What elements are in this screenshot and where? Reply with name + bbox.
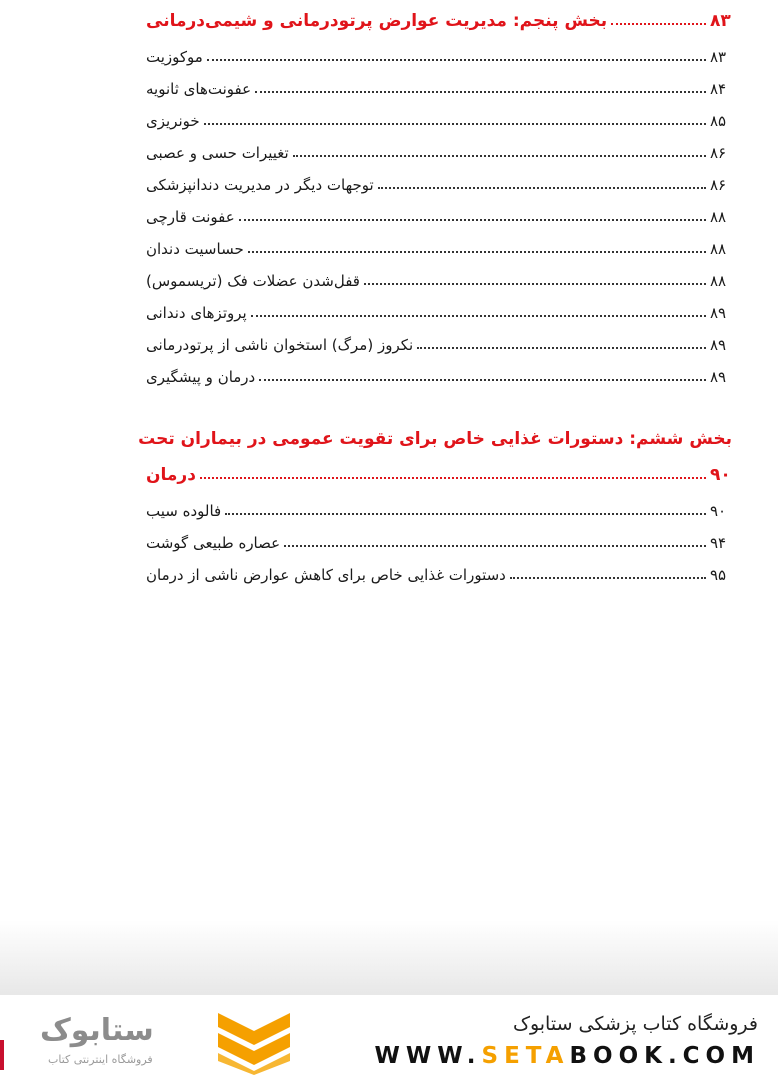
dot-leader bbox=[293, 155, 706, 157]
toc-entry[interactable] bbox=[142, 230, 732, 260]
page-number: ۸۹ bbox=[710, 368, 727, 386]
entry-title: پروتزهای دندانی bbox=[146, 304, 247, 322]
toc-entry[interactable] bbox=[142, 326, 732, 356]
dot-leader bbox=[251, 315, 706, 317]
dot-leader bbox=[259, 379, 706, 381]
chevron-logo-icon bbox=[212, 1009, 296, 1075]
logo-subtitle: فروشگاه اینترنتی کتاب bbox=[48, 1053, 153, 1066]
page-number: ۸۹ bbox=[710, 336, 727, 354]
entry-title: فالوده سیب bbox=[146, 502, 222, 520]
toc-entry[interactable] bbox=[142, 358, 732, 388]
entry-title: خونریزی bbox=[146, 112, 200, 130]
page-number: ۹۴ bbox=[710, 534, 727, 552]
toc-entry[interactable] bbox=[142, 102, 732, 132]
url-prefix: WWW. bbox=[374, 1043, 482, 1069]
entry-title: نکروز (مرگ) استخوان ناشی از پرتودرمانی bbox=[146, 336, 414, 354]
toc-entry[interactable] bbox=[142, 492, 732, 522]
page-number: ۸۳ bbox=[710, 11, 731, 31]
toc-entry[interactable] bbox=[142, 556, 732, 586]
dot-leader bbox=[204, 123, 706, 125]
dot-leader bbox=[200, 477, 706, 479]
page-number: ۹۰ bbox=[710, 502, 727, 520]
toc-entry[interactable] bbox=[142, 166, 732, 196]
entry-title: تغییرات حسی و عصبی bbox=[146, 144, 289, 162]
toc-section-6-heading[interactable]: بخش ششم: دستورات غذایی خاص برای تقویت عمومی در بیماران تحت bbox=[138, 429, 732, 449]
page-number: ۸۶ bbox=[710, 144, 727, 162]
entry-title: دستورات غذایی خاص برای کاهش عوارض ناشی از درمان bbox=[146, 566, 506, 584]
section-title: بخش پنجم: مدیریت عوارض پرتودرمانی و شیمی‌درمانی bbox=[146, 11, 608, 31]
toc-entry[interactable] bbox=[142, 294, 732, 324]
entry-title: موکوزیت bbox=[146, 48, 203, 66]
page-number: ۹۵ bbox=[710, 566, 727, 584]
red-edge-mark bbox=[0, 1040, 4, 1070]
page-number: ۸۸ bbox=[710, 272, 727, 290]
entry-title: توجهات دیگر در مدیریت دندانپزشکی bbox=[146, 176, 374, 194]
page-number: ۹۰ bbox=[710, 465, 731, 485]
entry-title: حساسیت دندان bbox=[146, 240, 244, 258]
dot-leader bbox=[611, 23, 706, 25]
dot-leader bbox=[510, 577, 706, 579]
page-number: ۸۵ bbox=[710, 112, 727, 130]
toc-section-6-heading-continued[interactable] bbox=[142, 456, 732, 486]
toc-entry[interactable] bbox=[142, 262, 732, 292]
page-number: ۸۴ bbox=[710, 80, 727, 98]
dot-leader bbox=[284, 545, 706, 547]
page-number: ۸۹ bbox=[710, 304, 727, 322]
entry-title: عصاره طبیعی گوشت bbox=[146, 534, 281, 552]
section-title: درمان bbox=[146, 465, 196, 485]
entry-title: درمان و پیشگیری bbox=[146, 368, 256, 386]
footer-shadow bbox=[0, 920, 778, 1000]
page-number: ۸۶ bbox=[710, 176, 727, 194]
dot-leader bbox=[364, 283, 706, 285]
entry-title: قفل‌شدن عضلات فک (تریسموس) bbox=[146, 272, 360, 290]
entry-title: عفونت‌های ثانویه bbox=[146, 80, 252, 98]
store-name: فروشگاه کتاب پزشکی ستابوک bbox=[512, 1013, 758, 1035]
toc-entry[interactable] bbox=[142, 134, 732, 164]
dot-leader bbox=[239, 219, 706, 221]
toc-entry[interactable] bbox=[142, 70, 732, 100]
dot-leader bbox=[378, 187, 706, 189]
dot-leader bbox=[255, 91, 706, 93]
toc-entry[interactable] bbox=[142, 38, 732, 68]
page-number: ۸۸ bbox=[710, 240, 727, 258]
toc-entry[interactable] bbox=[142, 198, 732, 228]
page-number: ۸۳ bbox=[710, 48, 727, 66]
toc-entry[interactable] bbox=[142, 524, 732, 554]
dot-leader bbox=[248, 251, 706, 253]
page-number: ۸۸ bbox=[710, 208, 727, 226]
toc-section-5-heading[interactable] bbox=[142, 2, 732, 32]
entry-title: عفونت قارچی bbox=[146, 208, 235, 226]
store-url[interactable] bbox=[375, 1043, 760, 1069]
footer-banner bbox=[0, 995, 778, 1080]
logo-text: ستابوک bbox=[40, 1013, 154, 1048]
dot-leader bbox=[417, 347, 706, 349]
dot-leader bbox=[207, 59, 706, 61]
dot-leader bbox=[225, 513, 706, 515]
url-suffix: BOOK.COM bbox=[569, 1043, 760, 1069]
setabook-logo[interactable] bbox=[40, 1013, 154, 1048]
url-accent: SETA bbox=[481, 1043, 570, 1069]
